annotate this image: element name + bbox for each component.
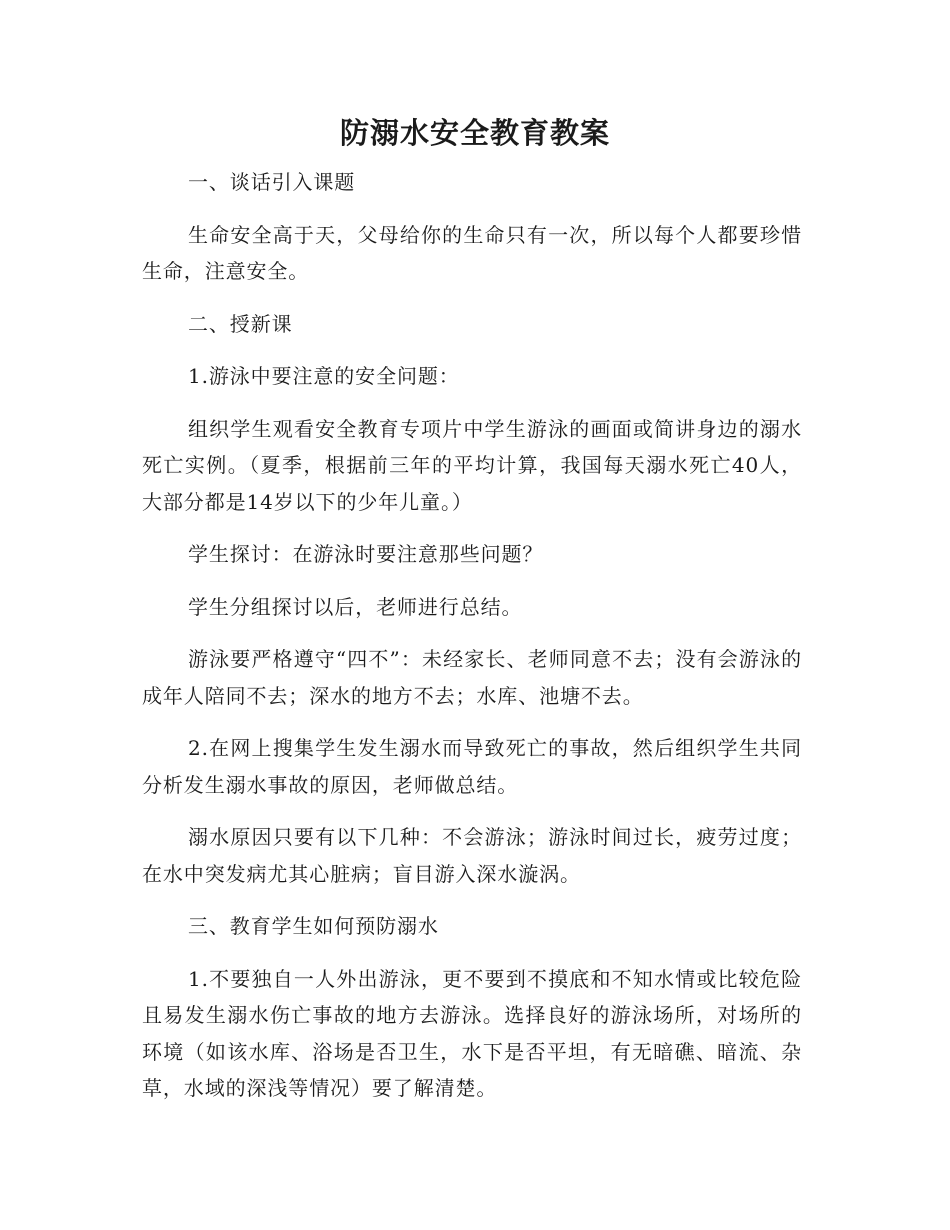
document-title: 防溺水安全教育教案 xyxy=(339,116,610,150)
paragraph-drowning-causes: 溺水原因只要有以下几种：不会游泳；游泳时间过长，疲劳过度；在水中突发病尤其心脏病；盲目游入深水漩涡。 xyxy=(142,825,802,886)
paragraph-video-examples: 组织学生观看安全教育专项片中学生游泳的画面或简讲身边的溺水死亡实例。（夏季，根据前三年的平均计算，我国每天溺水死亡40人，大部分都是14岁以下的少年儿童。） xyxy=(142,416,802,514)
section-heading-prevention: 三、教育学生如何预防溺水 xyxy=(188,914,439,938)
subheading-swimming-safety: 1.游泳中要注意的安全问题： xyxy=(188,364,460,388)
paragraph-teacher-summary: 学生分组探讨以后，老师进行总结。 xyxy=(188,594,523,619)
section-heading-new-lesson: 二、授新课 xyxy=(188,311,293,336)
paragraph-student-discussion: 学生探讨：在游泳时要注意那些问题？ xyxy=(188,542,544,566)
paragraph-prevention-rule-1: 1.不要独自一人外出游泳，更不要到不摸底和不知水情或比较危险且易发生溺水伤亡事故的地方去游泳。选择良好的游泳场所，对场所的环境（如该水库、浴场是否卫生，水下是否平坦，有无暗礁、暗流、杂草，水域的深浅等情况）要了解清楚。 xyxy=(142,966,802,1100)
paragraph-online-research: 2.在网上搜集学生发生溺水而导致死亡的事故，然后组织学生共同分析发生溺水事故的原因，老师做总结。 xyxy=(142,736,802,797)
section-heading-intro: 一、谈话引入课题 xyxy=(188,170,356,194)
paragraph-life-safety: 生命安全高于天，父母给你的生命只有一次，所以每个人都要珍惜生命，注意安全。 xyxy=(142,222,802,283)
document-body xyxy=(142,164,802,1123)
paragraph-four-rules: 游泳要严格遵守“四不”：未经家长、老师同意不去；没有会游泳的成年人陪同不去；深水的地方不去；水库、池塘不去。 xyxy=(142,647,802,708)
